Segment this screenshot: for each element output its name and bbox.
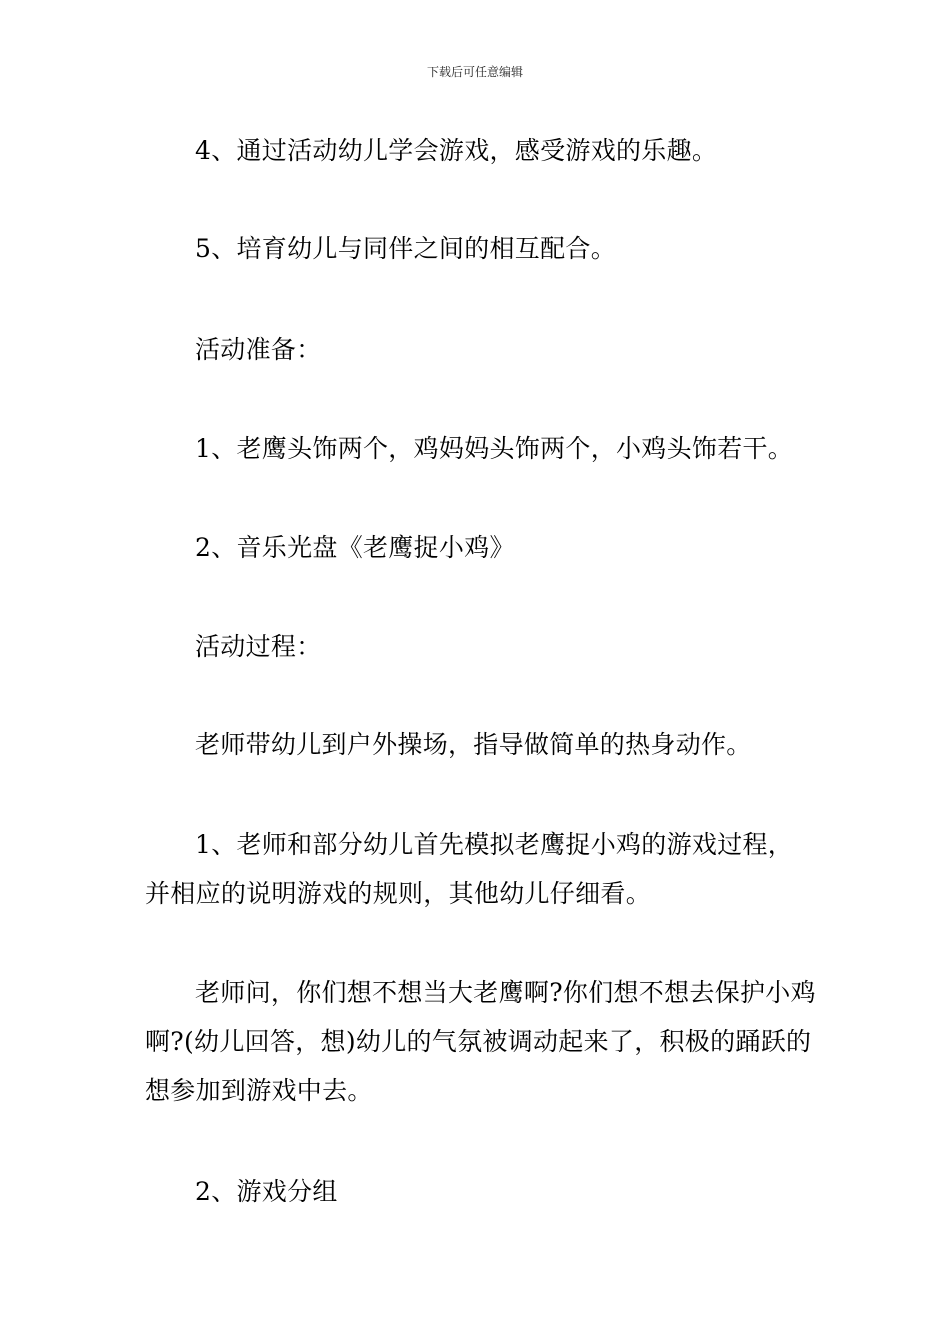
page-header: 下载后可任意编辑 [426, 65, 523, 79]
heading-activity-preparation: 活动准备： [195, 335, 322, 364]
paragraph-goal-5: 5、培育幼儿与同伴之间的相互配合。 [195, 234, 617, 263]
paragraph-warmup: 老师带幼儿到户外操场，指导做简单的热身动作。 [195, 730, 752, 759]
heading-activity-process: 活动过程： [195, 632, 322, 661]
paragraph-teacher-question: 老师问，你们想不想当大老鹰啊?你们想不想去保护小鸡啊?(幼儿回答，想)幼儿的气氛被调动起来了，积极的踊跃的想参加到游戏中去。 [145, 978, 816, 1105]
paragraph-process-2: 2、游戏分组 [195, 1177, 338, 1206]
paragraph-process-1: 1、老师和部分幼儿首先模拟老鹰捉小鸡的游戏过程，并相应的说明游戏的规则，其他幼儿仔细看。 [145, 830, 794, 908]
paragraph-preparation-2: 2、音乐光盘《老鹰捉小鸡》 [195, 533, 515, 562]
paragraph-goal-4: 4、通过活动幼儿学会游戏，感受游戏的乐趣。 [195, 136, 718, 165]
paragraph-preparation-1: 1、老鹰头饰两个，鸡妈妈头饰两个，小鸡头饰若干。 [195, 434, 794, 463]
